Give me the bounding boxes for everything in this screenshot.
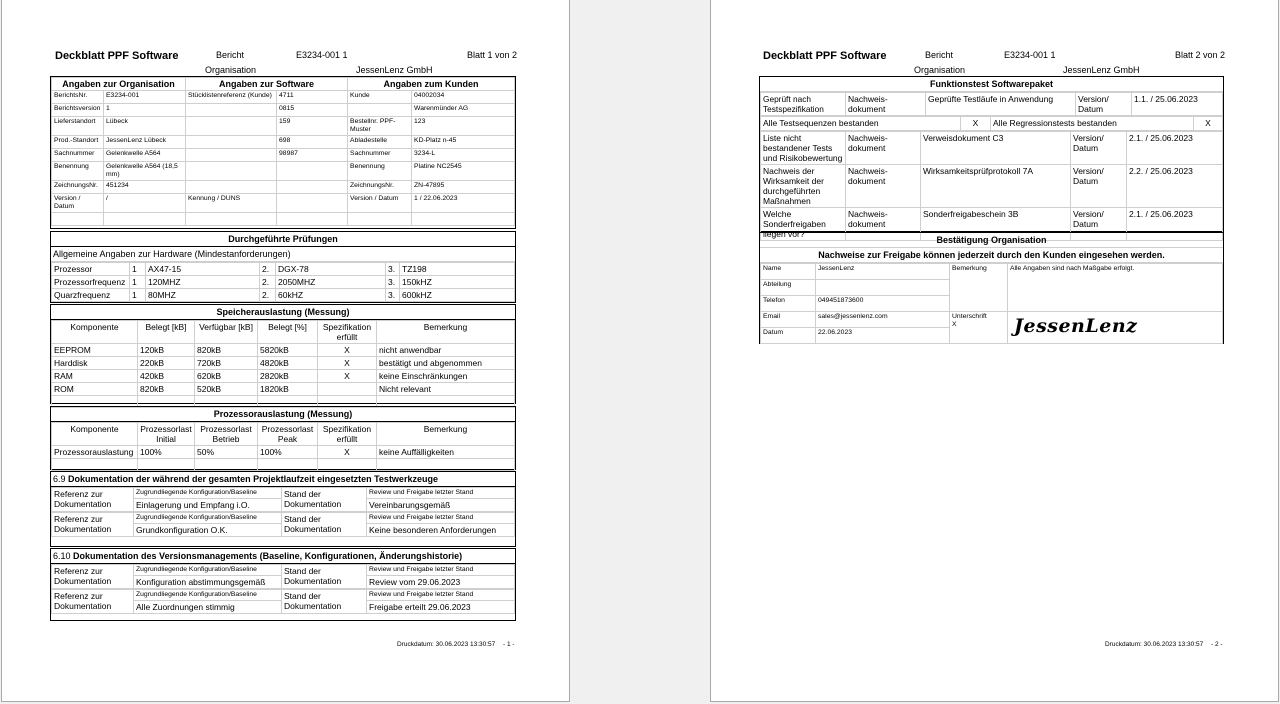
speicher-cell: 420kB: [138, 370, 195, 383]
hardware-cell: 3.: [386, 276, 400, 289]
org-row: [52, 213, 515, 226]
org-cell: Benennung: [52, 162, 104, 181]
hardware-cell: Quarzfrequenz: [52, 289, 130, 302]
doc-table: [51, 564, 515, 589]
org-cell: ZeichnungsNr.: [348, 181, 412, 194]
funktionstest-cell: Liste nicht bestandener Tests und Risikobewertung: [761, 132, 846, 165]
funktionstest-cell: 2.1. / 25.06.2023: [1127, 208, 1223, 241]
org-name: JessenLenz GmbH: [1063, 65, 1140, 75]
speicher-cell: 5820kB: [258, 344, 318, 357]
org-cell: 04002034: [412, 91, 515, 104]
speicher-header: Belegt [%]: [258, 321, 318, 344]
org-name: JessenLenz GmbH: [356, 65, 433, 75]
doc610-title-text: Dokumentation des Versionsmanagements (Baseline, Konfigurationen, Änderungshistorie): [73, 551, 463, 561]
pruefungen-title: Durchgeführte Prüfungen: [51, 232, 515, 247]
doc-table: [51, 589, 515, 614]
speicher-cell: EEPROM: [52, 344, 138, 357]
speicher-table: [51, 320, 515, 408]
org-cell: Version / Datum: [348, 194, 412, 213]
org-cell: Sachnummer: [348, 149, 412, 162]
proz-header: Spezifikation erfüllt: [318, 423, 377, 446]
bericht-number: E3234-001 1: [296, 50, 348, 60]
doc-title: Deckblatt PPF Software: [55, 50, 179, 62]
proz-cell: Prozessorauslastung: [52, 446, 138, 459]
speicher-cell: nicht anwendbar: [377, 344, 515, 357]
doc-konf-value: Alle Zuordnungen stimmig: [134, 601, 282, 614]
org-table: [51, 77, 515, 226]
doc-title: Deckblatt PPF Software: [763, 50, 887, 62]
org-cell: Prod.-Standort: [52, 136, 104, 149]
doc-row: [52, 565, 515, 576]
org-row: [52, 149, 515, 162]
doc-konf-label: Zugrundliegende Konfiguration/Baseline: [134, 565, 282, 576]
org-cell: /: [104, 194, 186, 213]
doc-table: [51, 512, 515, 537]
org-cell: Lieferstandort: [52, 117, 104, 136]
speicher-cell: 520kB: [195, 383, 258, 396]
doc-konf-label: Zugrundliegende Konfiguration/Baseline: [134, 590, 282, 601]
hardware-cell: 1: [130, 276, 146, 289]
funktionstest-table-3: [760, 131, 1223, 241]
hardware-cell: Prozessorfrequenz: [52, 276, 130, 289]
bestaetigung-section: [759, 232, 1224, 344]
hardware-cell: 3.: [386, 263, 400, 276]
org-cell: [412, 213, 515, 226]
org-cell: [348, 213, 412, 226]
speicher-cell: 4820kB: [258, 357, 318, 370]
speicher-cell: X: [318, 357, 377, 370]
org-cell: [277, 162, 348, 181]
hardware-cell: 2.: [260, 289, 276, 302]
doc-review-value: Vereinbarungsgemäß: [367, 499, 515, 512]
org-cell: [186, 149, 277, 162]
funktionstest-cell: 2.1. / 25.06.2023: [1127, 132, 1223, 165]
org-head-software: Angaben zur Software: [186, 78, 348, 91]
version-value: 1.1. / 25.06.2023: [1132, 93, 1223, 116]
datum-value: 22.06.2023: [816, 328, 950, 344]
org-cell: Platine NC2545: [412, 162, 515, 181]
speicher-row: [52, 370, 515, 383]
proz-cell: [377, 459, 515, 471]
proz-cell: [195, 459, 258, 471]
funktionstest-row: [761, 165, 1223, 208]
org-cell: [186, 162, 277, 181]
speicher-cell: RAM: [52, 370, 138, 383]
sheet-number: Blatt 2 von 2: [1175, 50, 1226, 60]
proz-row: [52, 459, 515, 471]
unterschrift-label: [950, 312, 1008, 344]
doc-stand-label: Stand der Dokumentation: [282, 565, 367, 589]
speicher-cell: [318, 383, 377, 396]
bericht-label: Bericht: [216, 50, 245, 60]
org-row: [52, 91, 515, 104]
doc-review-label: Review und Freigabe letzter Stand: [367, 590, 515, 601]
funktionstest-cell: Verweisdokument C3: [921, 132, 1071, 165]
funktionstest-table-2: [760, 116, 1223, 131]
hardware-cell: 1: [130, 289, 146, 302]
org-cell: KD-Platz n-45: [412, 136, 515, 149]
geprueft-value: Geprüfte Testläufe in Anwendung: [926, 93, 1076, 116]
org-cell: [186, 213, 277, 226]
regressionstests-label: Alle Regressionstests bestanden: [991, 117, 1194, 131]
doc-review-value: Keine besonderen Anforderungen: [367, 524, 515, 537]
org-cell: Abladestelle: [348, 136, 412, 149]
speicher-cell: 120kB: [138, 344, 195, 357]
doc-review-label: Review und Freigabe letzter Stand: [367, 513, 515, 524]
speicher-cell: X: [318, 344, 377, 357]
doc-row: [52, 488, 515, 499]
doc69-title: [51, 472, 515, 487]
doc-ref-label: Referenz zur Dokumentation: [52, 590, 134, 614]
doc-stand-label: Stand der Dokumentation: [282, 513, 367, 537]
testsequenzen-check: X: [961, 117, 991, 131]
nachweis-label: Nachweis-dokument: [846, 93, 926, 116]
speicher-cell: ROM: [52, 383, 138, 396]
print-date: Druckdatum: 30.06.2023 13:30:57: [397, 641, 496, 648]
doc-konf-value: Grundkonfiguration O.K.: [134, 524, 282, 537]
speicher-header: Bemerkung: [377, 321, 515, 344]
org-cell: [186, 136, 277, 149]
funktionstest-table-1: [760, 92, 1223, 116]
doc-konf-label: Zugrundliegende Konfiguration/Baseline: [134, 488, 282, 499]
speicher-header: Verfügbar [kB]: [195, 321, 258, 344]
name-value: JessenLenz: [816, 264, 950, 280]
doc-ref-label: Referenz zur Dokumentation: [52, 565, 134, 589]
email-label: Email: [761, 312, 816, 328]
hardware-cell: 2.: [260, 276, 276, 289]
org-cell: 3234-L: [412, 149, 515, 162]
doc-stand-label: Stand der Dokumentation: [282, 590, 367, 614]
proz-cell: [318, 459, 377, 471]
proz-header: Prozessorlast Betrieb: [195, 423, 258, 446]
proz-table: [51, 422, 515, 471]
speicher-cell: 2820kB: [258, 370, 318, 383]
org-cell: 159: [277, 117, 348, 136]
speicher-header: Belegt [kB]: [138, 321, 195, 344]
hardware-cell: 60kHZ: [276, 289, 386, 302]
funktionstest-cell: Sonderfreigabeschein 3B: [921, 208, 1071, 241]
pruefungen-section: [50, 231, 516, 303]
bemerkung-label: Bemerkung: [950, 264, 1008, 312]
doc69-title-text: Dokumentation der während der gesamten Projektlaufzeit eingesetzten Testwerkzeuge: [68, 474, 438, 484]
hardware-cell: TZ198: [400, 263, 515, 276]
org-row: [52, 162, 515, 181]
unterschrift-label-text: Unterschrift: [952, 313, 987, 320]
hardware-row: [52, 263, 515, 276]
doc-row: [52, 513, 515, 524]
org-cell: 0815: [277, 104, 348, 117]
org-head-org: Angaben zur Organisation: [52, 78, 186, 91]
funktionstest-cell: Nachweis der Wirksamkeit der durchgeführten Maßnahmen: [761, 165, 846, 208]
hardware-cell: DGX-78: [276, 263, 386, 276]
doc-review-label: Review und Freigabe letzter Stand: [367, 565, 515, 576]
sheet-number: Blatt 1 von 2: [467, 50, 518, 60]
page-number: - 1 -: [503, 641, 515, 648]
org-cell: [186, 104, 277, 117]
speicher-cell: X: [318, 370, 377, 383]
org-cell: ZeichnungsNr.: [52, 181, 104, 194]
speicher-section: [50, 304, 516, 404]
telefon-label: Telefon: [761, 296, 816, 312]
doc-row: [52, 590, 515, 601]
proz-header: Prozessorlast Initial: [138, 423, 195, 446]
funktionstest-row: [761, 132, 1223, 165]
bestaetigung-subtitle: Nachweise zur Freigabe können jederzeit durch den Kunden eingesehen werden.: [760, 248, 1223, 263]
hardware-cell: 600kHZ: [400, 289, 515, 302]
doc-konf-value: Einlagerung und Empfang i.O.: [134, 499, 282, 512]
org-cell: Warenmünder AG: [412, 104, 515, 117]
org-head-kunde: Angaben zum Kunden: [348, 78, 515, 91]
doc-konf-label: Zugrundliegende Konfiguration/Baseline: [134, 513, 282, 524]
proz-cell: 100%: [138, 446, 195, 459]
hardware-row: [52, 276, 515, 289]
speicher-cell: Nicht relevant: [377, 383, 515, 396]
doc-stand-label: Stand der Dokumentation: [282, 488, 367, 512]
doc610-title: [51, 549, 515, 564]
org-cell: [348, 104, 412, 117]
hardware-table: [51, 262, 515, 302]
org-cell: 698: [277, 136, 348, 149]
speicher-row: [52, 383, 515, 396]
doc-ref-label: Referenz zur Dokumentation: [52, 513, 134, 537]
signature: [1008, 312, 1223, 344]
org-cell: Bestellnr. PPF-Muster: [348, 117, 412, 136]
org-cell: Lübeck: [104, 117, 186, 136]
speicher-cell: 720kB: [195, 357, 258, 370]
org-cell: [277, 181, 348, 194]
funktionstest-section: [759, 76, 1224, 239]
name-label: Name: [761, 264, 816, 280]
proz-section: [50, 406, 516, 470]
org-label: Organisation: [205, 65, 257, 75]
speicher-title: Speicherauslastung (Messung): [51, 305, 515, 320]
org-row: [52, 194, 515, 213]
org-cell: [104, 213, 186, 226]
speicher-cell: 620kB: [195, 370, 258, 383]
doc610-section: [50, 548, 516, 621]
funktionstest-cell: Version/ Datum: [1071, 132, 1127, 165]
bestaetigung-title: Bestätigung Organisation: [760, 233, 1223, 248]
org-cell: Berichtsversion: [52, 104, 104, 117]
doc-review-value: Freigabe erteilt 29.06.2023: [367, 601, 515, 614]
doc-table: [51, 487, 515, 512]
org-cell: 123: [412, 117, 515, 136]
org-row: [52, 117, 515, 136]
proz-cell: [138, 459, 195, 471]
proz-cell: [52, 459, 138, 471]
proz-cell: keine Auffälligkeiten: [377, 446, 515, 459]
org-cell: E3234-001: [104, 91, 186, 104]
hardware-cell: Prozessor: [52, 263, 130, 276]
hardware-cell: AX47-15: [146, 263, 260, 276]
speicher-cell: Harddisk: [52, 357, 138, 370]
page-1: [1, 0, 570, 702]
hardware-cell: 3.: [386, 289, 400, 302]
speicher-cell: 220kB: [138, 357, 195, 370]
org-label: Organisation: [914, 65, 966, 75]
org-cell: 98987: [277, 149, 348, 162]
proz-header: Prozessorlast Peak: [258, 423, 318, 446]
page-number: - 2 -: [1211, 641, 1223, 648]
hardware-subtitle: Allgemeine Angaben zur Hardware (Mindestanforderungen): [51, 247, 515, 262]
org-cell: [277, 194, 348, 213]
funktionstest-cell: Nachweis-dokument: [846, 132, 921, 165]
org-cell: Stücklistenreferenz (Kunde): [186, 91, 277, 104]
funktionstest-cell: Wirksamkeitsprüfprotokoll 7A: [921, 165, 1071, 208]
org-row: [52, 136, 515, 149]
funktionstest-cell: Nachweis-dokument: [846, 208, 921, 241]
org-cell: Gelenkwelle A564 (18,5 mm): [104, 162, 186, 181]
doc69-section: [50, 471, 516, 547]
org-cell: Kennung / DUNS: [186, 194, 277, 213]
proz-cell: 100%: [258, 446, 318, 459]
doc-ref-label: Referenz zur Dokumentation: [52, 488, 134, 512]
email-value: sales@jessenlenz.com: [816, 312, 950, 328]
funktionstest-cell: Nachweis-dokument: [846, 165, 921, 208]
org-cell: 451234: [104, 181, 186, 194]
geprueft-label: Geprüft nach Testspezifikation: [761, 93, 846, 116]
org-row: [52, 104, 515, 117]
funktionstest-cell: Version/ Datum: [1071, 208, 1127, 241]
org-cell: 1 / 22.06.2023: [412, 194, 515, 213]
speicher-row: [52, 357, 515, 370]
org-cell: Benennung: [348, 162, 412, 181]
bericht-number: E3234-001 1: [1004, 50, 1056, 60]
org-cell: [186, 181, 277, 194]
testsequenzen-label: Alle Testsequenzen bestanden: [761, 117, 961, 131]
bestaetigung-table: [760, 263, 1223, 344]
org-cell: JessenLenz Lübeck: [104, 136, 186, 149]
org-cell: 1: [104, 104, 186, 117]
org-cell: [277, 213, 348, 226]
bemerkung-value: Alle Angaben sind nach Maßgabe erfolgt.: [1008, 264, 1223, 312]
doc-konf-value: Konfiguration abstimmungsgemäß: [134, 576, 282, 589]
org-cell: Version / Datum: [52, 194, 104, 213]
org-cell: Gelenkwelle A564: [104, 149, 186, 162]
org-cell: ZN-47895: [412, 181, 515, 194]
doc69-number: 6.9: [53, 474, 66, 484]
abteilung-value: [816, 280, 950, 296]
proz-title: Prozessorauslastung (Messung): [51, 407, 515, 422]
proz-header: Komponente: [52, 423, 138, 446]
doc-review-label: Review und Freigabe letzter Stand: [367, 488, 515, 499]
org-cell: BerichtsNr.: [52, 91, 104, 104]
funktionstest-cell: Version/ Datum: [1071, 165, 1127, 208]
org-cell: [186, 117, 277, 136]
proz-row: [52, 446, 515, 459]
bericht-label: Bericht: [925, 50, 954, 60]
speicher-cell: 820kB: [138, 383, 195, 396]
hardware-cell: 2050MHZ: [276, 276, 386, 289]
hardware-cell: 80MHZ: [146, 289, 260, 302]
page-2: [710, 0, 1279, 702]
doc610-number: 6.10: [53, 551, 71, 561]
doc-review-value: Review vom 29.06.2023: [367, 576, 515, 589]
speicher-cell: 820kB: [195, 344, 258, 357]
datum-label: Datum: [761, 328, 816, 344]
org-cell: 4711: [277, 91, 348, 104]
signature-text: JessenLenz: [1014, 315, 1138, 337]
speicher-cell: bestätigt und abgenommen: [377, 357, 515, 370]
regressionstests-check: X: [1194, 117, 1223, 131]
hardware-row: [52, 289, 515, 302]
org-cell: [52, 213, 104, 226]
unterschrift-x: X: [952, 321, 957, 328]
org-row: [52, 181, 515, 194]
proz-header: Bemerkung: [377, 423, 515, 446]
org-section: [50, 76, 516, 229]
speicher-header: Komponente: [52, 321, 138, 344]
proz-cell: 50%: [195, 446, 258, 459]
org-cell: Kunde: [348, 91, 412, 104]
telefon-value: 049451873600: [816, 296, 950, 312]
speicher-header: Spezifikation erfüllt: [318, 321, 377, 344]
speicher-row: [52, 344, 515, 357]
hardware-cell: 1: [130, 263, 146, 276]
speicher-cell: keine Einschränkungen: [377, 370, 515, 383]
hardware-cell: 2.: [260, 263, 276, 276]
print-date: Druckdatum: 30.06.2023 13:30:57: [1105, 641, 1204, 648]
funktionstest-cell: Welche Sonderfreigaben liegen vor?: [761, 208, 846, 241]
proz-cell: [258, 459, 318, 471]
proz-cell: X: [318, 446, 377, 459]
funktionstest-title: Funktionstest Softwarepaket: [760, 77, 1223, 92]
version-label: Version/ Datum: [1076, 93, 1132, 116]
hardware-cell: 120MHZ: [146, 276, 260, 289]
funktionstest-cell: 2.2. / 25.06.2023: [1127, 165, 1223, 208]
hardware-cell: 150kHZ: [400, 276, 515, 289]
abteilung-label: Abteilung: [761, 280, 816, 296]
org-cell: Sachnummer: [52, 149, 104, 162]
speicher-cell: 1820kB: [258, 383, 318, 396]
